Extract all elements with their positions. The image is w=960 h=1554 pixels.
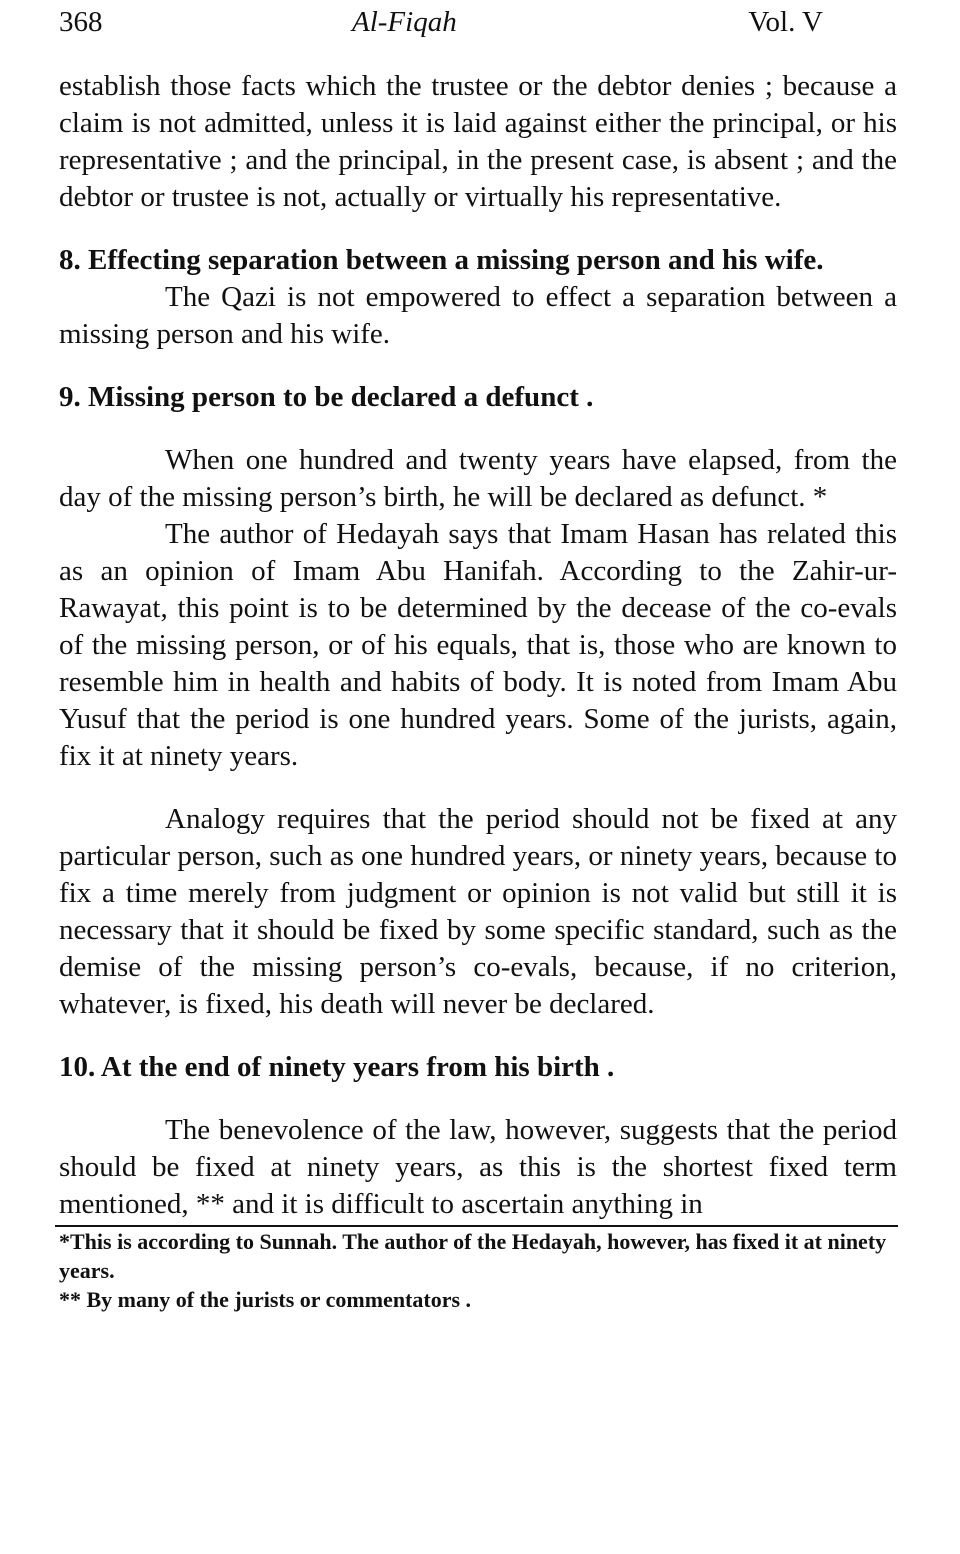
section-10-paragraph: The benevolence of the law, however, suggests that the period should be fixed at ninety years, as this is the shortest fixed term mentioned, ** and it is difficult to ascertain anything in xyxy=(59,1114,897,1220)
section-9-paragraph-2: The author of Hedayah says that Imam Hasan has related this as an opinion of Imam Abu Hanifah. According to the Zahir-ur-Rawayat, this point is to be determined by the decease of the co-evals of the missing person, or of his equals, that is, those who are known to resemble him in health and habits of body. It is noted from Imam Abu Yusuf that the period is one hundred years. Some of the jurists, again, fix it at ninety years. xyxy=(59,518,897,772)
book-title: Al-Fiqah xyxy=(352,6,457,38)
book-page xyxy=(59,0,897,1314)
section-9-heading: 9. Missing person to be declared a defunct . xyxy=(59,381,594,413)
footnote-1: *This is according to Sunnah. The author of the Hedayah, however, has fixed it at ninety years. xyxy=(59,1229,887,1283)
footnote-2: ** By many of the jurists or commentators . xyxy=(59,1287,472,1312)
page-number: 368 xyxy=(59,6,103,38)
page-header xyxy=(59,2,897,46)
volume-label: Vol. V xyxy=(748,6,823,38)
section-8-paragraph: The Qazi is not empowered to effect a separation between a missing person and his wife. xyxy=(59,281,897,350)
section-9-paragraph-1: When one hundred and twenty years have elapsed, from the day of the missing person’s birth, he will be declared as defunct. * xyxy=(59,444,897,513)
section-9-paragraph-3: Analogy requires that the period should not be fixed at any particular person, such as one hundred years, or ninety years, because to fix a time merely from judgment or opinion is not valid but still it is necessary that it should be fixed by some specific standard, such as the demise of the missing person’s co-evals, because, if no criterion, whatever, is fixed, his death will never be declared. xyxy=(59,803,897,1020)
section-8-heading: 8. Effecting separation between a missing person and his wife. xyxy=(59,244,824,276)
intro-paragraph: establish those facts which the trustee or the debtor denies ; because a claim is not admitted, unless it is laid against either the principal, or his representative ; and the principal, in the present case, is absent ; and the debtor or trustee is not, actually or virtually his representative. xyxy=(59,70,897,213)
section-10-heading: 10. At the end of ninety years from his birth . xyxy=(59,1051,615,1083)
